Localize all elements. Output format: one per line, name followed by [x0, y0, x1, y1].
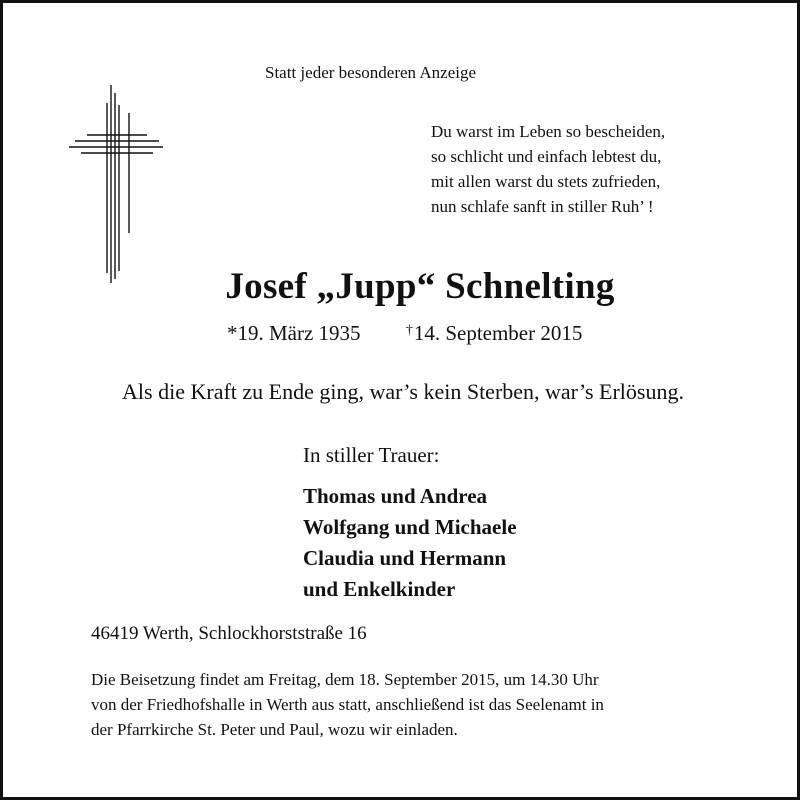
- mourning-intro: In stiller Trauer:: [303, 443, 440, 467]
- mourner-name: und Enkelkinder: [303, 577, 456, 601]
- life-dates: [227, 321, 582, 346]
- funeral-line: von der Friedhofshalle in Werth aus statt, anschließend ist das Seelenamt in: [91, 695, 604, 714]
- poem: [431, 119, 665, 219]
- death-date: 14. September 2015: [413, 321, 583, 345]
- cross-icon: [67, 83, 163, 283]
- memorial-quote: Als die Kraft zu Ende ging, war’s kein Sterben, war’s Erlösung.: [122, 379, 684, 404]
- family-address: 46419 Werth, Schlockhorststraße 16: [91, 623, 367, 644]
- poem-line: nun schlafe sanft in stiller Ruh’ !: [431, 197, 654, 216]
- death-date-group: [406, 321, 583, 345]
- deceased-name: Josef „Jupp“ Schnelting: [225, 266, 615, 307]
- funeral-notice: [91, 667, 604, 742]
- poem-line: so schlicht und einfach lebtest du,: [431, 147, 662, 166]
- birth-date: *19. März 1935: [227, 321, 361, 345]
- mourners-list: [303, 481, 517, 605]
- funeral-line: Die Beisetzung findet am Freitag, dem 18. September 2015, um 14.30 Uhr: [91, 670, 599, 689]
- dagger-icon: †: [405, 323, 413, 338]
- mourner-name: Claudia und Hermann: [303, 546, 507, 570]
- funeral-line: der Pfarrkirche St. Peter und Paul, wozu wir einladen.: [91, 720, 458, 739]
- poem-line: Du warst im Leben so bescheiden,: [431, 122, 666, 141]
- header-line: Statt jeder besonderen Anzeige: [265, 63, 477, 82]
- mourner-name: Thomas und Andrea: [303, 484, 488, 508]
- mourner-name: Wolfgang und Michaele: [303, 515, 517, 539]
- poem-line: mit allen warst du stets zufrieden,: [431, 172, 661, 191]
